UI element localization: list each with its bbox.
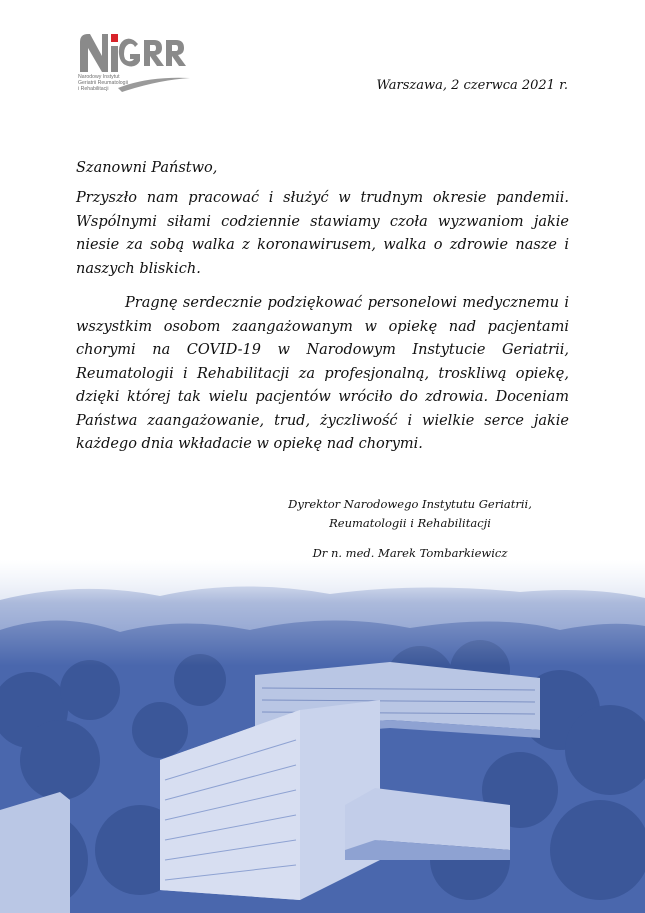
- paragraph: Przyszło nam pracować i służyć w trudnym okresie pandemii. Wspólnymi siłami codziennie stawiamy czoła wyzwaniom jakie niesie za sobą walka z koronawirusem, walka o zdrowie nasze i naszych bliskich.: [76, 190, 569, 277]
- logo-caption: [78, 74, 138, 92]
- logo-line: Narodowy Instytut: [78, 74, 120, 80]
- institute-logo: [78, 30, 198, 100]
- logo-line: Geriatrii Reumatologii: [78, 80, 128, 86]
- letter-date: Warszawa, 2 czerwca 2021 r.: [376, 78, 568, 93]
- signature-name: Dr n. med. Marek Tombarkiewicz: [312, 546, 508, 560]
- signature-block: [250, 495, 570, 563]
- logo-line: i Rehabilitacji: [78, 86, 109, 92]
- signature-title: Dyrektor Narodowego Instytutu Geriatrii,: [288, 497, 532, 511]
- aerial-hospital-photo: [0, 560, 645, 913]
- salutation: Szanowni Państwo,: [76, 160, 218, 176]
- paragraph: Pragnę serdecznie podziękować personelowi medycznemu i wszystkim osobom zaangażowanym w opiekę nad pacjentami chorymi na COVID-19 w Narodowym Instytucie Geriatrii, Reumatologii i Rehabilitacji za profesjonalną, troskliwą opiekę, dzięki której tak wielu pacjentów wróciło do zdrowia. Doceniam Państwa zaangażowanie, trud, życzliwość i wielkie serce jakie każdego dnia wkładacie w opiekę nad chorymi.: [76, 295, 569, 452]
- signature-title: Reumatologii i Rehabilitacji: [329, 516, 491, 530]
